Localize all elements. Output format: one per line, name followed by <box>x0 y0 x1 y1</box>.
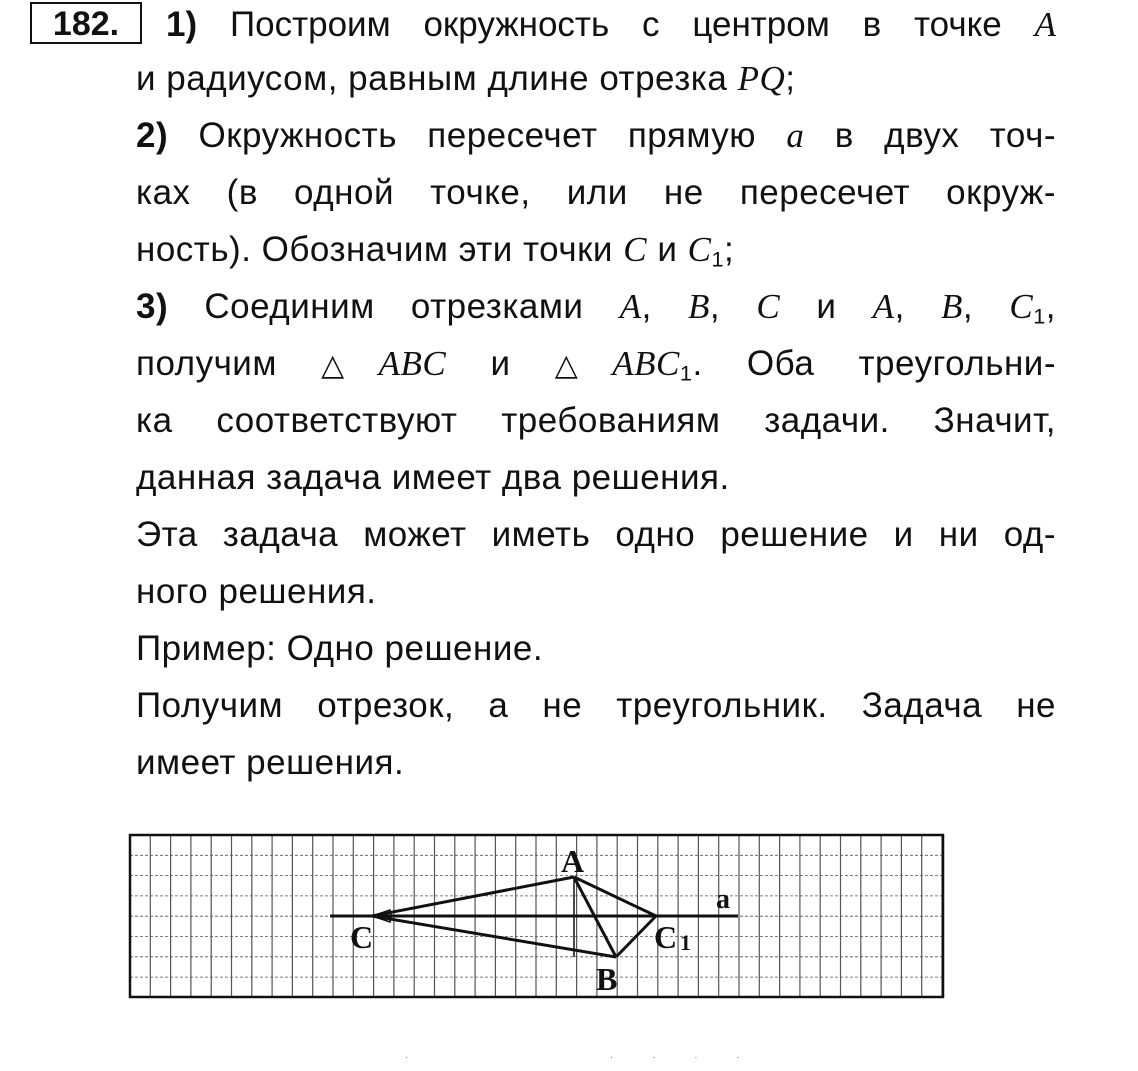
paragraph-3-text-2: имеет решения. <box>136 743 405 782</box>
step3-line3-text: ка соответствуют требованиям задачи. Значит, <box>136 401 1056 440</box>
step1-line2 <box>136 50 1056 107</box>
paragraph-1-line2 <box>136 563 1056 620</box>
step3-line4 <box>136 449 1056 506</box>
point-b: B <box>688 287 710 326</box>
paragraph-1-line1 <box>136 506 1056 563</box>
paragraph-1-text-2: ного решения. <box>136 572 377 611</box>
triangle-abc1-sub: 1 <box>679 360 693 386</box>
step1-line1 <box>166 0 1056 50</box>
point-c: C <box>756 287 781 326</box>
step2-line3 <box>136 221 1056 278</box>
step3-label: 3) <box>136 287 169 326</box>
paragraph-3-text: Получим отрезок, а не треугольник. Задача не <box>136 686 1056 725</box>
step3-line4-text: данная задача имеет два решения. <box>136 458 730 497</box>
step1-line2-text: и радиусом, равным длине отрезка <box>136 59 728 98</box>
step2-line1 <box>136 107 1056 164</box>
label-c: C <box>350 919 374 955</box>
paragraph-1-text: Эта задача может иметь одно решение и ни од- <box>136 515 1056 554</box>
step3-text: Соединим отрезками <box>204 287 584 326</box>
label-a: A <box>561 843 585 879</box>
step1-text: Построим окружность с центром в точке <box>229 5 1002 44</box>
step3-line1: 3) Соединим отрезками A, B, C и A, B, $C_1$, <box>136 287 1056 329</box>
label-line-a: a <box>716 884 730 915</box>
paragraph-3-line2 <box>136 734 1056 791</box>
point-a: A <box>872 287 895 326</box>
step2-line2 <box>136 164 1056 221</box>
semicolon: ; <box>785 59 796 98</box>
label-c1: C <box>654 919 678 955</box>
step2-text: Окружность пересечет прямую <box>198 116 757 155</box>
example-text: Пример: Одно решение. <box>136 629 544 668</box>
label-b: B <box>596 961 618 997</box>
construction-figure <box>128 830 948 1005</box>
step2-text-end: в двух точ- <box>834 116 1056 155</box>
segment-ac1 <box>574 877 656 916</box>
scan-specks: · <box>405 1052 427 1063</box>
point-a-label: A <box>1034 5 1056 44</box>
step3-line2 <box>136 335 1056 392</box>
step3-line3 <box>136 392 1056 449</box>
point-a: A <box>619 287 642 326</box>
point-c1: C <box>687 230 712 269</box>
triangle-symbol: △ <box>321 348 379 383</box>
paragraph-3-line1 <box>136 677 1056 734</box>
segment-pq: PQ <box>737 59 786 98</box>
point-c1: C <box>1009 287 1034 326</box>
segment-cb <box>372 916 616 957</box>
point-b: B <box>941 287 963 326</box>
semicolon: ; <box>724 230 735 269</box>
step2-line2-text: ках (в одной точке, или не пересечет окруж- <box>136 173 1056 212</box>
triangle-abc: ABC <box>378 344 447 383</box>
scan-specks-2: · · · · <box>610 1052 758 1063</box>
triangle-abc1: ABC <box>612 344 680 383</box>
solution-text <box>136 50 1056 791</box>
label-c1-sub: 1 <box>680 930 691 955</box>
and-word: и <box>490 344 511 383</box>
and-word: и <box>816 287 837 326</box>
segment-ca <box>372 877 574 916</box>
step3-line2-end: . Оба треугольни- <box>692 344 1056 383</box>
step1-label: 1) <box>166 5 198 44</box>
step2-label: 2) <box>136 116 169 155</box>
triangle-symbol: △ <box>554 348 613 383</box>
step3-line2-start: получим <box>136 344 277 383</box>
point-c1-sub: 1 <box>1033 303 1046 329</box>
and-word: и <box>657 230 678 269</box>
paragraph-2 <box>136 620 1056 677</box>
step2-line3-text: ность). Обозначим эти точки <box>136 230 613 269</box>
line-a-name: a <box>786 116 805 155</box>
point-c: C <box>623 230 648 269</box>
point-c1-sub: 1 <box>711 246 725 272</box>
problem-number: 182. <box>30 2 142 44</box>
